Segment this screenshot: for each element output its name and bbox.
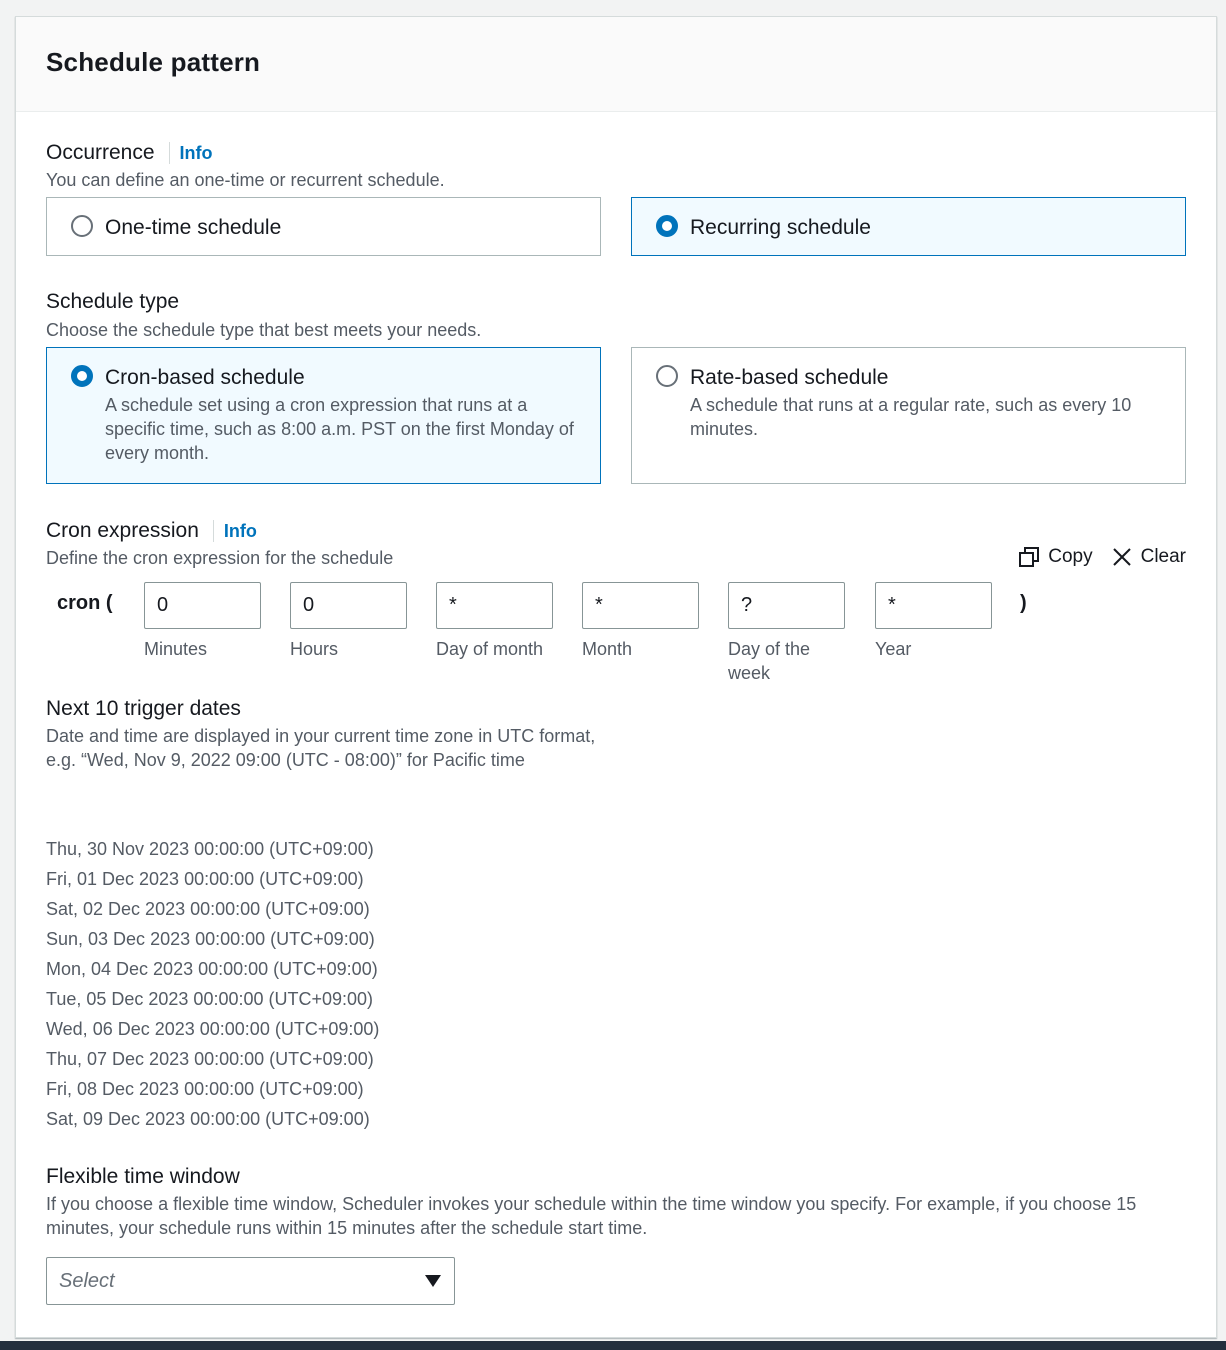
radio-icon[interactable] [71,215,93,237]
cron-field-month [582,582,699,661]
occurrence-section [46,112,1186,256]
month-input[interactable] [582,582,699,629]
flexible-time-window-label: Flexible time window [46,1165,240,1188]
option-description: A schedule that runs at a regular rate, such as every 10 minutes. [690,395,1132,439]
minutes-label: Minutes [144,639,208,659]
occurrence-description: You can define an one-time or recurrent schedule. [46,170,445,190]
select-placeholder: Select [59,1269,115,1292]
option-label: Rate-based schedule [690,366,889,389]
option-description: A schedule set using a cron expression that runs at a specific time, such as 8:00 a.m. PST on the first Monday of every month. [105,395,574,463]
flexible-time-window-description: If you choose a flexible time window, Scheduler invokes your schedule within the time window you specify. For example, if you choose 15 minutes, your schedule runs within 15 minutes after the schedule start time. [46,1194,1137,1238]
flexible-time-window-section [46,1134,1186,1305]
radio-selected-icon[interactable] [656,215,678,237]
panel-header [16,17,1216,112]
year-input[interactable] [875,582,992,629]
minutes-input[interactable] [144,582,261,629]
panel-title: Schedule pattern [46,47,261,77]
bottom-bar [0,1341,1226,1350]
occurrence-info-link[interactable]: Info [169,142,213,164]
day-of-month-input[interactable] [436,582,553,629]
clear-label: Clear [1140,546,1186,567]
cron-field-day-of-week [728,582,845,685]
option-label: Cron-based schedule [105,366,305,389]
cron-info-link[interactable]: Info [213,520,257,542]
day-of-month-label: Day of month [436,639,544,659]
copy-button[interactable] [1018,546,1092,568]
cron-field-year [875,582,992,661]
trigger-date: Thu, 07 Dec 2023 00:00:00 (UTC+09:00) [46,1049,374,1069]
hours-input[interactable] [290,582,407,629]
year-label: Year [875,639,912,659]
panel-body [16,112,1216,1305]
day-of-week-input[interactable] [728,582,845,629]
cron-suffix: ) [1020,592,1027,614]
cron-description: Define the cron expression for the schedule [46,548,394,568]
hours-label: Hours [290,639,339,659]
cron-field-day-of-month [436,582,553,661]
trigger-date: Fri, 08 Dec 2023 00:00:00 (UTC+09:00) [46,1079,364,1099]
month-label: Month [582,639,633,659]
schedule-type-description: Choose the schedule type that best meets your needs. [46,320,482,340]
trigger-dates-description: Date and time are displayed in your current time zone in UTC format, e.g. “Wed, Nov 9, 2022 09:00 (UTC - 08:00)” for Pacific time [46,726,596,770]
trigger-dates-section [46,692,1186,1134]
cron-based-schedule-option[interactable] [46,347,601,484]
radio-icon[interactable] [656,365,678,387]
trigger-date: Mon, 04 Dec 2023 00:00:00 (UTC+09:00) [46,959,378,979]
cron-actions [1018,546,1186,568]
copy-label: Copy [1048,546,1093,567]
schedule-type-label: Schedule type [46,290,180,313]
cron-field-hours [290,582,407,661]
copy-icon [1018,546,1040,568]
cron-field-minutes [144,582,261,661]
cron-fields-row [46,582,1186,692]
schedule-pattern-panel [15,16,1217,1338]
recurring-schedule-option[interactable] [631,197,1186,256]
trigger-date: Wed, 06 Dec 2023 00:00:00 (UTC+09:00) [46,1019,380,1039]
cron-expression-label: Cron expression [46,519,199,542]
occurrence-label: Occurrence [46,141,155,164]
caret-down-icon [424,1274,442,1288]
clear-button[interactable] [1111,546,1186,568]
trigger-date: Sun, 03 Dec 2023 00:00:00 (UTC+09:00) [46,929,375,949]
flexible-time-window-select[interactable] [46,1257,455,1305]
trigger-dates-list [46,834,1186,1134]
trigger-date: Thu, 30 Nov 2023 00:00:00 (UTC+09:00) [46,839,374,859]
trigger-date: Sat, 09 Dec 2023 00:00:00 (UTC+09:00) [46,1109,370,1129]
trigger-dates-label: Next 10 trigger dates [46,697,241,720]
trigger-date: Tue, 05 Dec 2023 00:00:00 (UTC+09:00) [46,989,374,1009]
cron-prefix: cron ( [57,592,113,614]
rate-based-schedule-option[interactable] [631,347,1186,484]
day-of-week-label: Day of the week [728,639,811,683]
option-label: One-time schedule [105,216,282,239]
schedule-type-section [46,256,1186,484]
option-label: Recurring schedule [690,216,871,239]
radio-selected-icon[interactable] [71,365,93,387]
trigger-date: Fri, 01 Dec 2023 00:00:00 (UTC+09:00) [46,869,364,889]
trigger-date: Sat, 02 Dec 2023 00:00:00 (UTC+09:00) [46,899,370,919]
close-icon [1111,546,1133,568]
cron-expression-section [46,484,1186,692]
one-time-schedule-option[interactable] [46,197,601,256]
